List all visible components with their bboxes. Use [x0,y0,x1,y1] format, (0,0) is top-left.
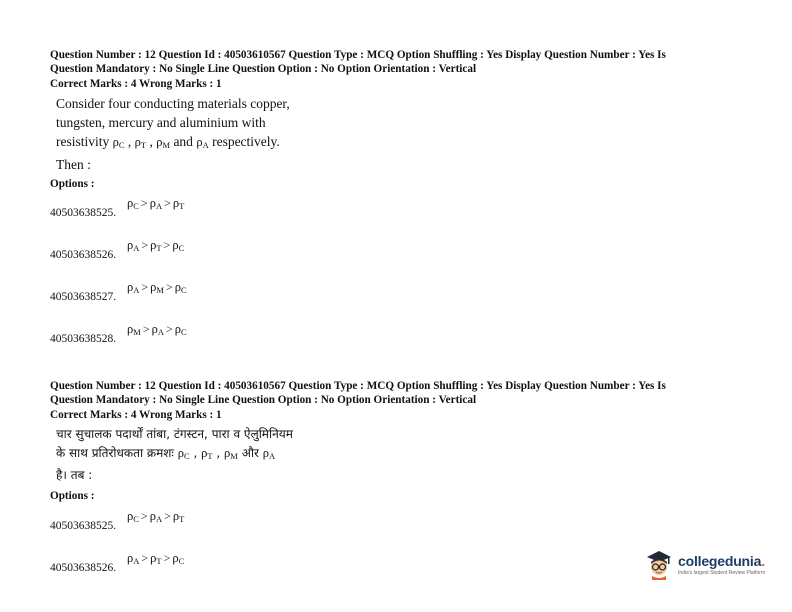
greater-than-symbol: > [141,551,149,565]
subscript: C [178,243,185,253]
q1-question-text [56,94,316,174]
q2-marks: Correct Marks : 4 Wrong Marks : 1 [50,409,222,421]
rho-symbol: ρ [177,446,184,460]
subscript-a: A [268,451,276,461]
rho-symbol: ρ [172,196,180,210]
option-expression [127,551,184,566]
q2-meta-line1: Question Number : 12 Question Id : 40503610567 Question Type : MCQ Option Shuffling : Yes Display Question Number : Yes Is [50,380,666,392]
q1-options-list [50,192,350,345]
q2-text-line2 [56,444,356,466]
rho-symbol: ρ [127,238,134,252]
subscript-a: A [202,140,209,150]
greater-than-symbol: > [142,322,150,336]
option-id: 40503638526. [50,249,117,261]
q1-text-respectively: respectively. [212,134,280,149]
greater-than-symbol: > [164,196,171,210]
option-id: 40503638525. [50,207,117,219]
q1-meta-line1: Question Number : 12 Question Id : 40503610567 Question Type : MCQ Option Shuffling : Yes Display Question Number : Yes Is [50,49,666,61]
rho-symbol: ρ [174,280,182,294]
option-id: 40503638528. [50,333,117,345]
logo-brand [678,553,765,569]
q2-question-text [56,425,356,485]
rho-symbol: ρ [151,322,158,336]
subscript: C [178,556,185,566]
subscript: A [157,327,164,337]
option-id: 40503638526. [50,562,117,574]
subscript: C [181,327,187,337]
subscript: A [133,243,140,253]
subscript: M [133,327,141,337]
subscript: A [133,556,140,566]
subscript: M [156,285,164,295]
rho-symbol: ρ [127,280,134,294]
q1-text-line1: Consider four conducting materials copper, [56,96,290,111]
subscript-t: T [140,140,147,150]
q1-text-line4: Then : [56,157,91,172]
subscript: T [156,556,162,566]
rho-symbol: ρ [172,551,179,565]
q1-text-resistivity: resistivity [56,134,110,149]
logo-brand-name: collegedunia [678,552,762,569]
greater-than-symbol: > [141,280,149,294]
option-expression [127,322,187,337]
rho-symbol: ρ [150,551,157,565]
greater-than-symbol: > [140,196,148,210]
greater-than-symbol: > [165,280,173,294]
rho-symbol: ρ [127,322,134,336]
rho-symbol: ρ [149,196,156,210]
option-expression [127,196,184,211]
comma: , [193,446,198,460]
subscript: C [181,285,187,295]
rho-symbol: ρ [149,509,156,523]
subscript: T [179,201,185,211]
subscript-t: T [207,451,213,461]
rho-symbol: ρ [134,135,141,149]
subscript: C [133,514,139,524]
option-expression [127,280,187,295]
subscript: A [155,201,163,211]
q2-text-line3: है। तब : [56,468,93,482]
subscript: T [179,514,185,524]
option-expression [127,509,184,524]
subscript: T [156,243,162,253]
q1-meta-line2: Question Mandatory : No Single Line Question Option : No Option Orientation : Vertical [50,63,477,75]
greater-than-symbol: > [163,551,171,565]
rho-symbol: ρ [201,446,208,460]
subscript-m: M [230,451,238,461]
collegedunia-watermark [644,547,784,581]
subscript: C [133,201,139,211]
q2-meta-line2: Question Mandatory : No Single Line Question Option : No Option Orientation : Vertical [50,394,477,406]
greater-than-symbol: > [140,509,148,523]
subscript: A [133,285,140,295]
q1-text-line3 [56,132,316,155]
comma: , [216,446,221,460]
rho-symbol: ρ [127,509,134,523]
q1-marks: Correct Marks : 4 Wrong Marks : 1 [50,78,222,90]
subscript: A [155,514,163,524]
student-mascot-icon [644,548,674,580]
subscript-c: C [183,451,190,461]
greater-than-symbol: > [163,238,171,252]
q2-text-line2-pre: के साथ प्रतिरोधकता क्रमशः [56,446,174,460]
rho-symbol: ρ [127,551,134,565]
q2-options-list [50,505,350,585]
subscript-c: C [118,140,125,150]
q2-text-and: और [241,446,259,460]
q2-options-label: Options : [50,490,95,502]
rho-symbol: ρ [196,135,203,149]
rho-symbol: ρ [224,446,231,460]
comma: , [149,134,153,149]
greater-than-symbol: > [164,509,171,523]
rho-symbol: ρ [156,135,163,149]
greater-than-symbol: > [141,238,149,252]
logo-tagline: India's largest Student Review Platform [678,569,766,576]
option-id: 40503638525. [50,520,117,532]
rho-symbol: ρ [150,238,157,252]
rho-symbol: ρ [127,196,134,210]
option-expression [127,238,184,253]
option-id: 40503638527. [50,291,117,303]
rho-symbol: ρ [112,135,119,149]
greater-than-symbol: > [165,322,173,336]
q2-text-line1: चार सुचालक पदार्थों तांबा, टंगस्टन, पारा व ऐलुमिनियम [56,427,293,441]
q1-text-line2: tungsten, mercury and aluminium with [56,115,266,130]
logo-brand-accent: . [761,552,765,569]
logo-text [678,553,765,576]
rho-symbol: ρ [150,280,157,294]
rho-symbol: ρ [174,322,182,336]
subscript-m: M [162,140,171,150]
rho-symbol: ρ [172,238,179,252]
rho-symbol: ρ [262,446,269,460]
q1-options-label: Options : [50,178,95,190]
rho-symbol: ρ [172,509,180,523]
comma: , [127,134,132,149]
q1-text-and: and [173,134,193,149]
